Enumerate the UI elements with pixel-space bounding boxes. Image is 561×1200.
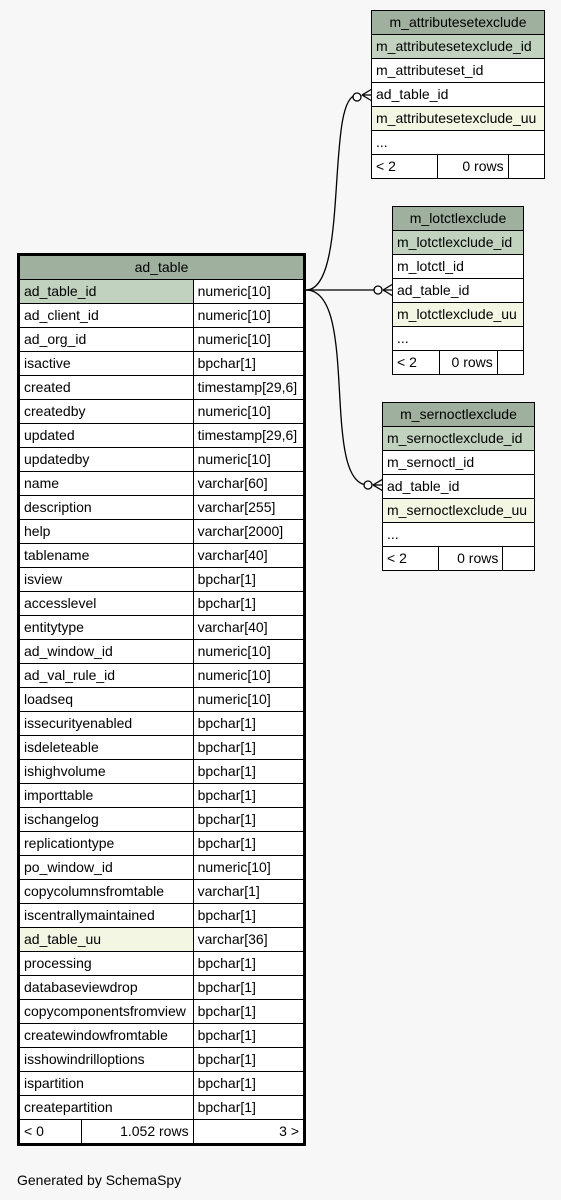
column-name: tablename — [19, 544, 194, 568]
column-row: m_lotctlexclude_uu — [393, 303, 524, 327]
parents-count: < 2 — [372, 155, 438, 179]
column-type: bpchar[1] — [193, 592, 304, 616]
column-name: databaseviewdrop — [19, 976, 194, 1000]
column-row: m_sernoctl_id — [383, 451, 535, 475]
column-type: timestamp[29,6] — [193, 376, 304, 400]
column-type: numeric[10] — [193, 664, 304, 688]
column-type: numeric[10] — [193, 280, 304, 304]
column-name: isactive — [19, 352, 194, 376]
column-name: createpartition — [19, 1096, 194, 1120]
column-row — [19, 688, 305, 712]
column-type: numeric[10] — [193, 688, 304, 712]
column-row — [19, 808, 305, 832]
column-name: ad_window_id — [19, 640, 194, 664]
column-name: help — [19, 520, 194, 544]
parents-count: < 0 — [19, 1120, 82, 1145]
children-count — [503, 547, 535, 571]
column-name: isdeleteable — [19, 736, 194, 760]
column-row — [19, 856, 305, 880]
column-type: numeric[10] — [193, 448, 304, 472]
column-name: iscentrallymaintained — [19, 904, 194, 928]
column-type: bpchar[1] — [193, 712, 304, 736]
column-type: numeric[10] — [193, 856, 304, 880]
optional-marker-m-lotctlexclude — [374, 286, 382, 294]
column-row: m_attributesetexclude_id — [372, 35, 545, 59]
column-type: bpchar[1] — [193, 352, 304, 376]
column-row — [19, 376, 305, 400]
column-row: m_attributesetexclude_uu — [372, 107, 545, 131]
column-name: name — [19, 472, 194, 496]
column-type: bpchar[1] — [193, 784, 304, 808]
generated-by-label: Generated by SchemaSpy — [17, 1172, 182, 1188]
column-row: ad_table_id — [393, 279, 524, 303]
column-name: created — [19, 376, 194, 400]
column-row — [19, 1024, 305, 1048]
column-row: ... — [393, 327, 524, 351]
column-row — [19, 424, 305, 448]
column-name: ad_val_rule_id — [19, 664, 194, 688]
column-row: ... — [372, 131, 545, 155]
column-row: m_lotctl_id — [393, 255, 524, 279]
column-row — [19, 736, 305, 760]
column-type: numeric[10] — [193, 640, 304, 664]
column-type: varchar[255] — [193, 496, 304, 520]
row-count: 0 rows — [439, 547, 503, 571]
column-type: bpchar[1] — [193, 808, 304, 832]
column-row — [19, 1096, 305, 1120]
column-type: varchar[1] — [193, 880, 304, 904]
column-name: isshowindrilloptions — [19, 1048, 194, 1072]
table-m-sernoctlexclude[interactable] — [382, 402, 535, 571]
column-type: bpchar[1] — [193, 976, 304, 1000]
column-row — [19, 328, 305, 352]
column-row: ad_table_id — [383, 475, 535, 499]
column-row: m_attributeset_id — [372, 59, 545, 83]
column-type: varchar[2000] — [193, 520, 304, 544]
column-name: ad_client_id — [19, 304, 194, 328]
column-row — [19, 544, 305, 568]
column-row — [19, 352, 305, 376]
column-name: ad_table_uu — [19, 928, 194, 952]
column-type: bpchar[1] — [193, 568, 304, 592]
column-name: accesslevel — [19, 592, 194, 616]
parents-count: < 2 — [393, 351, 440, 375]
relationship-line-m-sernoctlexclude — [306, 290, 368, 485]
column-type: varchar[40] — [193, 544, 304, 568]
column-row — [19, 280, 305, 304]
table-ad-table[interactable] — [17, 253, 306, 1146]
column-name: loadseq — [19, 688, 194, 712]
column-row: ad_table_id — [372, 83, 545, 107]
column-row — [19, 1072, 305, 1096]
column-row — [19, 832, 305, 856]
column-name: replicationtype — [19, 832, 194, 856]
column-row — [19, 904, 305, 928]
table-title[interactable]: m_attributesetexclude — [372, 11, 545, 35]
column-type: bpchar[1] — [193, 1048, 304, 1072]
row-count: 0 rows — [440, 351, 498, 375]
column-type: bpchar[1] — [193, 1096, 304, 1120]
column-name: isview — [19, 568, 194, 592]
table-m-lotctlexclude[interactable] — [392, 206, 524, 375]
column-name: ishighvolume — [19, 760, 194, 784]
column-row — [19, 976, 305, 1000]
column-row — [19, 664, 305, 688]
column-row — [19, 520, 305, 544]
column-row — [19, 760, 305, 784]
column-row — [19, 616, 305, 640]
children-count: 3 > — [193, 1120, 304, 1145]
column-row — [19, 472, 305, 496]
column-name: issecurityenabled — [19, 712, 194, 736]
column-name: updatedby — [19, 448, 194, 472]
table-title[interactable]: ad_table — [19, 255, 305, 280]
column-name: copycolumnsfromtable — [19, 880, 194, 904]
column-type: bpchar[1] — [193, 1072, 304, 1096]
row-count: 0 rows — [438, 155, 509, 179]
row-count: 1.052 rows — [81, 1120, 193, 1145]
column-row — [19, 568, 305, 592]
optional-marker-m-attributesetexclude — [353, 93, 361, 101]
column-type: varchar[36] — [193, 928, 304, 952]
column-name: ad_org_id — [19, 328, 194, 352]
column-row — [19, 592, 305, 616]
column-name: processing — [19, 952, 194, 976]
column-row — [19, 640, 305, 664]
column-type: bpchar[1] — [193, 760, 304, 784]
column-type: varchar[60] — [193, 472, 304, 496]
column-row — [19, 496, 305, 520]
column-name: ischangelog — [19, 808, 194, 832]
optional-marker-m-sernoctlexclude — [364, 481, 372, 489]
column-name: createdby — [19, 400, 194, 424]
column-type: numeric[10] — [193, 328, 304, 352]
column-row — [19, 1048, 305, 1072]
column-type: numeric[10] — [193, 400, 304, 424]
column-row — [19, 952, 305, 976]
table-m-attributesetexclude[interactable] — [371, 10, 545, 179]
column-name: ispartition — [19, 1072, 194, 1096]
column-type: bpchar[1] — [193, 904, 304, 928]
column-row — [19, 784, 305, 808]
column-row — [19, 400, 305, 424]
column-row: m_lotctlexclude_id — [393, 231, 524, 255]
column-type: bpchar[1] — [193, 832, 304, 856]
table-title[interactable]: m_lotctlexclude — [393, 207, 524, 231]
column-type: bpchar[1] — [193, 952, 304, 976]
children-count — [497, 351, 523, 375]
children-count — [508, 155, 544, 179]
column-name: po_window_id — [19, 856, 194, 880]
column-row — [19, 304, 305, 328]
column-name: copycomponentsfromview — [19, 1000, 194, 1024]
column-row — [19, 712, 305, 736]
column-type: numeric[10] — [193, 304, 304, 328]
column-type: timestamp[29,6] — [193, 424, 304, 448]
column-list — [19, 280, 305, 1120]
column-name: updated — [19, 424, 194, 448]
column-row: m_sernoctlexclude_uu — [383, 499, 535, 523]
column-row — [19, 928, 305, 952]
column-row — [19, 1000, 305, 1024]
column-name: importtable — [19, 784, 194, 808]
column-row: ... — [383, 523, 535, 547]
column-type: bpchar[1] — [193, 736, 304, 760]
table-title[interactable]: m_sernoctlexclude — [383, 403, 535, 427]
column-type: bpchar[1] — [193, 1000, 304, 1024]
column-type: bpchar[1] — [193, 1024, 304, 1048]
column-row — [19, 448, 305, 472]
column-name: createwindowfromtable — [19, 1024, 194, 1048]
column-row — [19, 880, 305, 904]
relationship-line-m-attributesetexclude — [306, 95, 357, 290]
column-name: entitytype — [19, 616, 194, 640]
parents-count: < 2 — [383, 547, 439, 571]
column-row: m_sernoctlexclude_id — [383, 427, 535, 451]
column-name: description — [19, 496, 194, 520]
column-name: ad_table_id — [19, 280, 194, 304]
column-type: varchar[40] — [193, 616, 304, 640]
